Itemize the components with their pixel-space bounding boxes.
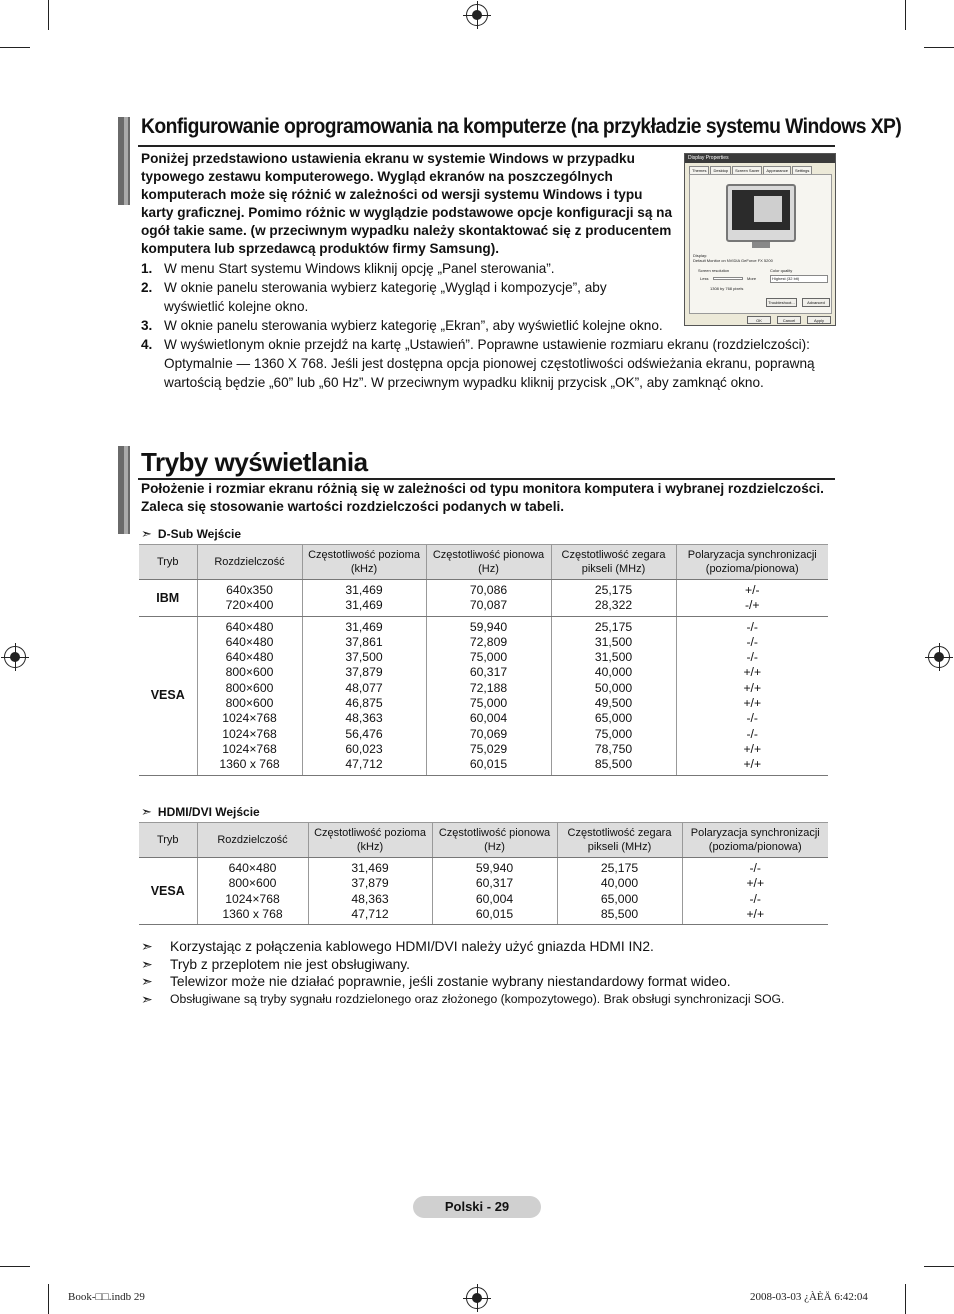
- cell-line: 48,363: [345, 711, 383, 726]
- dialog-more-label: More: [747, 276, 757, 281]
- cell-line: +/+: [743, 696, 762, 711]
- step-text: W wyświetlonym oknie przejdź na kartę „Ustawień”. Poprawne ustawienie rozmiaru ekranu (rozdzielczości): Optymalnie — 1360 X 768. Jeśli jest dostępna opcja pionowej częstotliwości odświeżania ekranu, poprawną wartością będzie „60” lub „60 Hz”. W przeciwnym wypadku kliknij przycisk „OK”, aby zamknąć okno.: [164, 337, 815, 390]
- footer-timestamp: 2008-03-03 ¿ÀÈÄ 6:42:04: [750, 1291, 868, 1303]
- cell-line: +/+: [743, 665, 762, 680]
- cell-line: 60,317: [475, 876, 514, 891]
- step-item: [141, 259, 651, 278]
- cell-line: 25,175: [594, 583, 633, 597]
- dialog-advanced-button: Advanced: [802, 298, 830, 307]
- crop-mark: [0, 1266, 30, 1267]
- cell-line: 800×600: [225, 665, 274, 680]
- cell-line: 70,087: [469, 598, 508, 613]
- value-cell: [302, 616, 426, 775]
- dialog-color-label: Color quality: [770, 268, 793, 273]
- step-text: W oknie panelu sterowania wybierz kategorię „Ekran”, aby wyświetlić kolejne okno.: [164, 318, 663, 333]
- crop-mark: [924, 1266, 954, 1267]
- cell-line: 46,875: [345, 696, 383, 711]
- cell-line: 25,175: [594, 619, 633, 634]
- cell-line: 1024×768: [222, 711, 277, 726]
- cell-line: 37,879: [345, 665, 383, 680]
- table-header-row: [139, 545, 828, 580]
- footer-file-info: Book-□□.indb 29: [68, 1291, 145, 1303]
- cell-line: 800×600: [225, 680, 274, 695]
- cell-line: 28,322: [594, 598, 633, 613]
- cell-line: 75,000: [469, 650, 508, 665]
- cell-line: 31,500: [594, 634, 633, 649]
- arrow-icon: ➣: [141, 973, 153, 989]
- value-cell: [197, 580, 302, 617]
- value-cell: [426, 616, 551, 775]
- notes-list: [141, 938, 841, 1008]
- value-cell: [302, 580, 426, 617]
- note-item: [141, 938, 841, 956]
- value-cell: [197, 616, 302, 775]
- note-item: [141, 973, 841, 991]
- cell-line: 47,712: [345, 757, 383, 772]
- dialog-tab: Screen Saver: [732, 166, 762, 175]
- cell-line: 31,469: [345, 619, 383, 634]
- crop-mark: [905, 1284, 906, 1314]
- cell-line: -/-: [746, 619, 758, 634]
- cell-line: 47,712: [351, 906, 389, 921]
- dialog-tab: Desktop: [710, 166, 731, 175]
- note-item: [141, 956, 841, 974]
- cell-line: -/-: [749, 891, 761, 906]
- hdmi-label: HDMI/DVI Wejście: [157, 805, 260, 819]
- cell-line: 56,476: [345, 726, 383, 741]
- cell-line: 85,500: [594, 757, 633, 772]
- cell-line: 75,000: [594, 726, 633, 741]
- dialog-title: Display Properties: [685, 154, 835, 163]
- dialog-color-select: Highest (32 bit): [770, 275, 828, 283]
- cell-line: +/+: [746, 906, 765, 921]
- step-item: [141, 278, 651, 316]
- cell-line: 60,015: [475, 906, 514, 921]
- cell-line: 1360 x 768: [222, 906, 283, 921]
- table-row: [139, 580, 828, 617]
- cell-line: 48,363: [351, 891, 389, 906]
- cell-line: 31,469: [351, 861, 389, 875]
- cell-line: 59,940: [475, 861, 514, 875]
- step-item: [141, 335, 841, 392]
- section-title-windows-config: Konfigurowanie oprogramowania na komputerze (na przykładzie systemu Windows XP): [141, 115, 902, 138]
- step-number: 4.: [141, 337, 153, 352]
- value-cell: [676, 616, 828, 775]
- table-row: [139, 616, 828, 775]
- cell-line: +/+: [743, 680, 762, 695]
- cell-line: 1024×768: [222, 741, 277, 756]
- crop-mark: [48, 0, 49, 30]
- value-cell: [432, 858, 557, 925]
- step-number: 3.: [141, 318, 153, 333]
- value-cell: [197, 858, 308, 925]
- cell-line: +/+: [743, 757, 762, 772]
- step-text: W oknie panelu sterowania wybierz kategorię „Wygląd i kompozycje”, aby wyświetlić kolejne okno.: [164, 280, 607, 314]
- note-item: [141, 991, 841, 1009]
- cell-line: 800×600: [228, 876, 277, 891]
- cell-line: 1024×768: [225, 891, 280, 906]
- table-header-row: [139, 823, 828, 858]
- cell-line: 60,023: [345, 741, 383, 756]
- column-header: Częstotliwość pozioma (kHz): [302, 545, 426, 580]
- value-cell: [426, 580, 551, 617]
- crop-mark: [0, 47, 30, 48]
- section-intro: Poniżej przedstawiono ustawienia ekranu w systemie Windows w przypadku typowego zestawu komputerowego. Wygląd ekranów na poszczególnych komputerach może się różnić w zależności od wersji systemu Windows i typu karty graficznej. Pomimo różnic w wyglądzie podstawowe opcje konfiguracji są na ogół takie same. (w przeciwnym wypadku należy skontaktować się z producentem komputera lub sprzedawcą produktów firmy Samsung).: [141, 151, 673, 256]
- value-cell: [682, 858, 828, 925]
- column-header: Częstotliwość pionowa (Hz): [426, 545, 551, 580]
- cell-line: 40,000: [594, 665, 633, 680]
- cell-line: 72,809: [469, 634, 508, 649]
- steps-list: [141, 259, 841, 392]
- column-header: Tryb: [139, 545, 197, 580]
- value-cell: [676, 580, 828, 617]
- dialog-resolution-label: Screen resolution: [698, 268, 730, 273]
- cell-line: 31,500: [594, 650, 633, 665]
- column-header: Polaryzacja synchronizacji (pozioma/pionowa): [676, 545, 828, 580]
- value-cell: [557, 858, 682, 925]
- dialog-troubleshoot-button: Troubleshoot...: [766, 298, 797, 307]
- dialog-resolution-value: 1308 by 768 pixels: [710, 286, 744, 291]
- cell-line: +/+: [746, 876, 765, 891]
- cell-line: 37,879: [351, 876, 389, 891]
- column-header: Rozdzielczość: [197, 823, 308, 858]
- dialog-cancel-button: Cancel: [777, 316, 801, 324]
- title-rule: [138, 145, 835, 147]
- cell-line: 40,000: [600, 876, 639, 891]
- crop-mark: [48, 1284, 49, 1314]
- arrow-icon: ➣: [141, 955, 153, 972]
- dialog-tab: Themes: [689, 166, 709, 175]
- cell-line: 1024×768: [222, 726, 277, 741]
- cell-line: 60,015: [469, 757, 508, 772]
- cell-line: -/+: [744, 598, 760, 613]
- page-number-badge: Polski - 29: [413, 1196, 541, 1218]
- cell-line: 65,000: [600, 891, 639, 906]
- section-side-bar: [124, 446, 128, 534]
- cell-line: 640×480: [225, 634, 274, 649]
- column-header: Polaryzacja synchronizacji (pozioma/pionowa): [682, 823, 828, 858]
- note-text: Telewizor może nie działać poprawnie, jeśli zostanie wybrany niestandardowy format wideo.: [170, 974, 731, 989]
- cell-line: -/-: [746, 634, 758, 649]
- note-text: Obsługiwane są tryby sygnału rozdzielonego oraz złożonego (kompozytowego). Brak obsługi synchronizacji SOG.: [170, 991, 785, 1006]
- dsub-label: D-Sub Wejście: [157, 527, 242, 541]
- dialog-apply-button: Apply: [807, 316, 831, 324]
- dialog-ok-button: OK: [747, 316, 771, 324]
- registration-mark-icon: [928, 646, 950, 668]
- cell-line: 85,500: [600, 906, 639, 921]
- column-header: Tryb: [139, 823, 197, 858]
- dialog-display-label: Display:: [693, 253, 708, 258]
- mode-cell: VESA: [139, 616, 197, 775]
- note-text: Korzystając z połączenia kablowego HDMI/DVI należy użyć gniazda HDMI IN2.: [170, 939, 654, 954]
- cell-line: 49,500: [594, 696, 633, 711]
- cell-line: 59,940: [469, 619, 508, 634]
- registration-mark-icon: [4, 646, 26, 668]
- cell-line: -/-: [746, 711, 758, 726]
- cell-line: 75,000: [469, 696, 508, 711]
- value-cell: [308, 858, 432, 925]
- cell-line: 75,029: [469, 741, 508, 756]
- cell-line: -/-: [749, 861, 761, 875]
- arrow-icon: ➣: [141, 990, 153, 1007]
- cell-line: 70,086: [469, 583, 508, 597]
- registration-mark-icon: [466, 1287, 488, 1309]
- column-header: Rozdzielczość: [197, 545, 302, 580]
- registration-mark-icon: [466, 4, 488, 26]
- cell-line: 31,469: [345, 583, 383, 597]
- dialog-less-label: Less: [700, 276, 709, 281]
- cell-line: 70,069: [469, 726, 508, 741]
- column-header: Częstotliwość pozioma (kHz): [308, 823, 432, 858]
- cell-line: 60,317: [469, 665, 508, 680]
- value-cell: [551, 616, 676, 775]
- cell-line: 37,500: [345, 650, 383, 665]
- cell-line: -/-: [746, 726, 758, 741]
- cell-line: 640x350: [226, 583, 273, 597]
- column-header: Częstotliwość zegara pikseli (MHz): [551, 545, 676, 580]
- step-item: [141, 316, 666, 335]
- column-header: Częstotliwość pionowa (Hz): [432, 823, 557, 858]
- cell-line: +/+: [743, 741, 762, 756]
- cell-line: -/-: [746, 650, 758, 665]
- dsub-heading: [141, 526, 241, 542]
- cell-line: 25,175: [600, 861, 639, 875]
- cell-line: 60,004: [469, 711, 508, 726]
- table-row: [139, 858, 828, 925]
- cell-line: 640×480: [225, 650, 274, 665]
- cell-line: 1360 x 768: [219, 757, 280, 772]
- arrow-icon: ➣: [141, 526, 152, 541]
- cell-line: +/-: [744, 583, 760, 597]
- cell-line: 72,188: [469, 680, 508, 695]
- dsub-mode-table: [139, 544, 828, 776]
- mode-cell: IBM: [139, 580, 197, 617]
- hdmi-heading: [141, 804, 260, 820]
- cell-line: 65,000: [594, 711, 633, 726]
- step-number: 1.: [141, 261, 153, 276]
- section-side-bar: [124, 117, 128, 205]
- step-number: 2.: [141, 280, 153, 295]
- cell-line: 31,469: [345, 598, 383, 613]
- cell-line: 78,750: [594, 741, 633, 756]
- crop-mark: [924, 47, 954, 48]
- cell-line: 640×480: [228, 861, 277, 875]
- arrow-icon: ➣: [141, 804, 152, 819]
- dialog-tab: Appearance: [763, 166, 791, 175]
- mode-cell: VESA: [139, 858, 197, 925]
- monitor-stand: [752, 242, 770, 248]
- cell-line: 50,000: [594, 680, 633, 695]
- section-intro: Położenie i rozmiar ekranu różnią się w zależności od typu monitora komputera i wybranej rozdzielczości. Zaleca się stosowanie wartości rozdzielczości podanych w tabeli.: [141, 481, 824, 514]
- note-text: Tryb z przeplotem nie jest obsługiwany.: [170, 956, 411, 972]
- step-text: W menu Start systemu Windows kliknij opcję „Panel sterowania”.: [164, 261, 555, 276]
- cell-line: 60,004: [475, 891, 514, 906]
- value-cell: [551, 580, 676, 617]
- cell-line: 720×400: [225, 598, 274, 613]
- cell-line: 48,077: [345, 680, 383, 695]
- crop-mark: [905, 0, 906, 30]
- arrow-icon: ➣: [141, 938, 153, 954]
- monitor-icon: [726, 184, 796, 242]
- column-header: Częstotliwość zegara pikseli (MHz): [557, 823, 682, 858]
- section-title-display-modes: Tryby wyświetlania: [141, 447, 368, 477]
- dialog-display-value: Default Monitor on NVIDIA GeForce FX 5200: [693, 258, 773, 263]
- cell-line: 37,861: [345, 634, 383, 649]
- dialog-tab: Settings: [792, 166, 812, 175]
- cell-line: 800×600: [225, 696, 274, 711]
- cell-line: 640×480: [225, 619, 274, 634]
- hdmi-mode-table: [139, 822, 828, 925]
